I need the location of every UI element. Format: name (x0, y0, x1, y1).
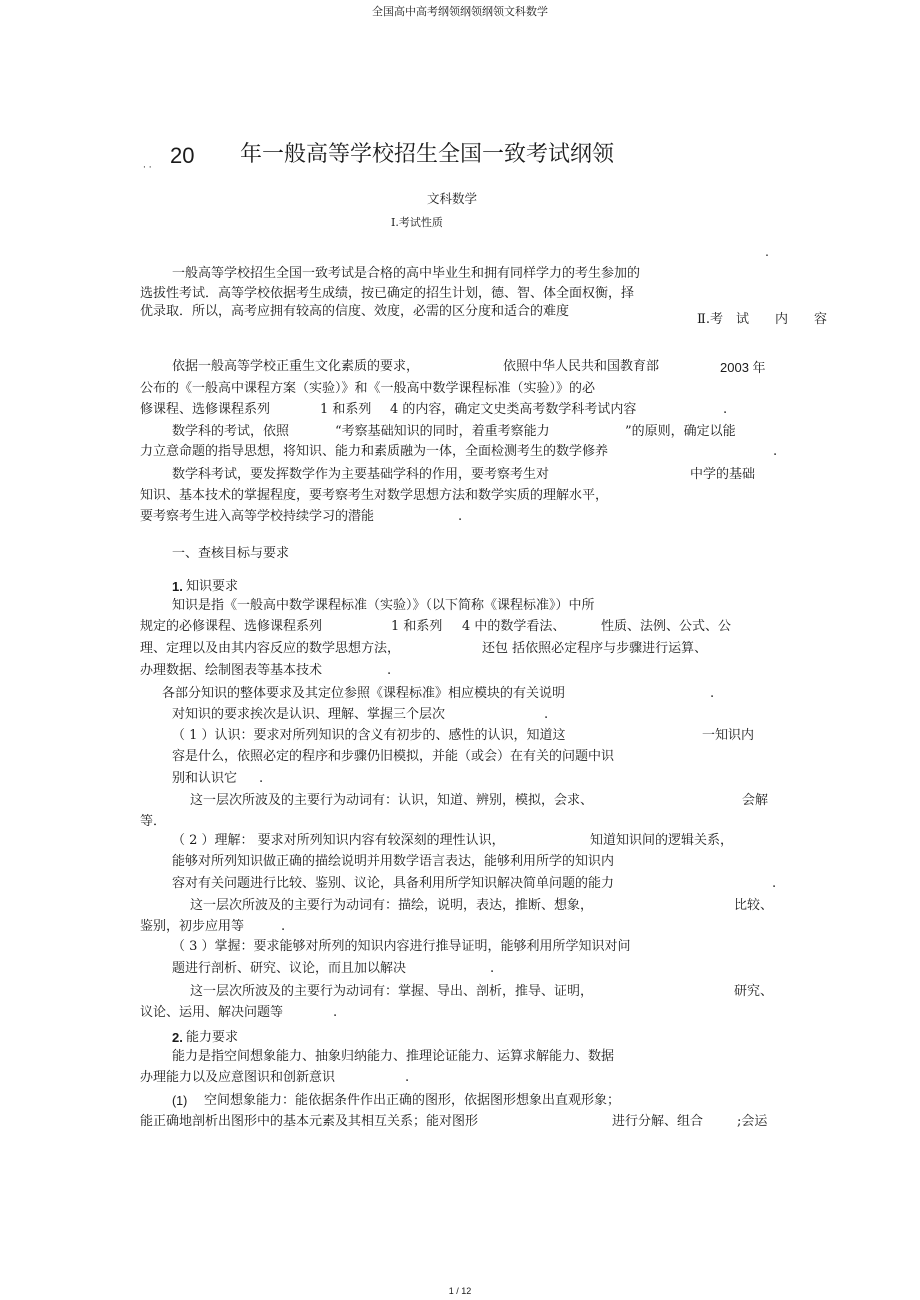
text-line: 办理能力以及应意图识和创新意识 (140, 1070, 336, 1085)
text-line: 依据一般高等学校正重生文化素质的要求， (172, 359, 420, 374)
text-line: 鉴别，初步应用等 (140, 919, 245, 934)
text-line: 等． (140, 814, 167, 829)
text-line: 一般高等学校招生全国一致考试是合格的高中毕业生和拥有同样学力的考生参加的 (172, 266, 641, 281)
text-line: 容是什么，依照必定的程序和步骤仍旧模拟，并能（或会）在有关的问题中识 (172, 749, 615, 764)
text-line: 进行分解、组合 (612, 1114, 704, 1129)
text-line: 力立意命题的指导思想，将知识、能力和素质融为一体，全面检测考生的数学修养 (140, 444, 609, 459)
heading-objectives: 一、查核目标与要求 (172, 546, 290, 561)
text-line: （ 2 ）理解： 要求对所列知识内容有较深刻的理性认识， (172, 833, 505, 848)
text-line: 优录取．所以，高考应拥有较高的信度、效度，必需的区分度和适合的难度 (140, 304, 570, 319)
heading-knowledge: 知识要求 (186, 579, 239, 594)
text-line: 这一层次所波及的主要行为动词有：掌握、导出、剖析，推导、证明， (190, 984, 594, 999)
text-line: 选拔性考试．高等学校依据考生成绩，按已确定的招生计划，德、智、体全面权衡，择 (140, 286, 635, 301)
text-line: 办理数据、绘制图表等基本技术 (140, 663, 323, 678)
text-line: （ 1 ）认识：要求对所列知识的含义有初步的、感性的认识，知道这 (172, 728, 566, 743)
text-line: . (387, 663, 392, 678)
text-line: 知道知识间的逻辑关系， (590, 833, 734, 848)
text-line: 修课程、选修课程系列 (140, 402, 271, 417)
text-line: 比较、 (734, 898, 774, 913)
text-line: 容对有关问题进行比较、鉴别、议论，具备利用所学知识解决简单问题的能力 (172, 876, 615, 891)
text-line: 对知识的要求挨次是认识、理解、掌握三个层次 (172, 707, 446, 722)
text-line: 会解 (742, 793, 769, 808)
text-line: . (723, 402, 728, 417)
text-line: 1 和系列 (320, 402, 372, 417)
text-line: （ 3 ）掌握：要求能够对所列的知识内容进行推导证明，能够利用所学知识对问 (172, 939, 631, 954)
text-line: 规定的必修课程、选修课程系列 (140, 619, 323, 634)
heading-number: 2. (172, 1030, 183, 1045)
text-line: 能够对所列知识做正确的描绘说明并用数学语言表达，能够利用所学的知识内 (172, 854, 615, 869)
text-line: 知识、基本技术的掌握程度，要考察考生对数学思想方法和数学实质的理解水平， (140, 488, 609, 503)
text-line: 各部分知识的整体要求及其定位参照《课程标准》相应模块的有关说明 (162, 686, 566, 701)
heading-ability: 能力要求 (186, 1030, 239, 1045)
text-line: 依照中华人民共和国教育部 (503, 359, 660, 374)
page-header-title: 全国高中高考纲领纲领纲领文科数学 (372, 5, 548, 18)
text-line: 这一层次所波及的主要行为动词有：描绘，说明，表达，推断、想象， (190, 898, 594, 913)
text-line: 4 的内容，确定文史类高考数学科考试内容 (390, 402, 637, 417)
text-line: . (710, 686, 715, 701)
text-line: 性质、法例、公式、公 (601, 619, 732, 634)
text-line: 别和认识它 (172, 771, 238, 786)
text-line: 公布的《一般高中课程方案（实验）》和《一般高中数学课程标准（实验）》的必 (140, 381, 596, 396)
text-line: 能正确地剖析出图形中的基本元素及其相互关系；能对图形 (140, 1114, 479, 1129)
subtitle: 文科数学 (427, 191, 478, 206)
heading-number: 1. (172, 579, 183, 594)
text-line: (1) (172, 1094, 188, 1108)
title-text: 年一般高等学校招生全国一致考试纲领 (240, 142, 615, 167)
text-line: . (458, 509, 463, 524)
text-line: 能力是指空间想象能力、抽象归纳能力、推理论证能力、运算求解能力、数据 (172, 1049, 615, 1064)
text-line: . (490, 961, 495, 976)
text-line: 知识是指《一般高中数学课程标准（实验）》（以下简称《课程标准》）中所 (172, 598, 595, 613)
text-line: 还包 括依照必定程序与步骤进行运算、 (482, 641, 708, 656)
page-number: 1 / 12 (448, 1286, 472, 1296)
text-line: 4 中的数学看法、 (462, 619, 566, 634)
text-line: . (333, 1005, 338, 1020)
text-line: 中学的基础 (690, 467, 756, 482)
text-line: 一知识内 (702, 728, 755, 743)
title-year: 20 (170, 143, 195, 168)
section-heading-1: Ⅰ.考试性质 (391, 216, 443, 229)
text-line: . (772, 876, 777, 891)
text-line: 议论、运用、解决问题等 (140, 1005, 284, 1020)
text-line: 1 和系列 (391, 619, 443, 634)
text-line: . (281, 919, 286, 934)
text-line: . (773, 444, 778, 459)
stray-dot: . (765, 244, 769, 259)
title-marks: · · (143, 163, 152, 173)
text-line: 数学科考试，要发挥数学作为主要基础学科的作用，要考察考生对 (172, 467, 550, 482)
text-line: 研究、 (734, 984, 774, 999)
text-line: “考察基础知识的同时，着重考察能力 (335, 424, 550, 439)
text-line: . (544, 707, 549, 722)
text-line: 数学科的考试，依照 (172, 424, 290, 439)
text-line: 空间想象能力：能依据条件作出正确的图形，依据图形想象出直观形象； (204, 1093, 621, 1108)
text-line: ”的原则，确定以能 (625, 424, 736, 439)
text-line: . (405, 1070, 410, 1085)
text-line: ;会运 (737, 1114, 768, 1129)
text-line: 2003 年 (720, 360, 766, 375)
text-line: 这一层次所波及的主要行为动词有：认识，知道、辨别，模拟，会求、 (190, 793, 594, 808)
text-line: . (259, 771, 264, 786)
section-heading-2: Ⅱ.考 试 内 容 (697, 312, 827, 327)
text-line: 要考察考生进入高等学校持续学习的潜能 (140, 509, 375, 524)
text-line: 题进行剖析、研究、议论，而且加以解决 (172, 961, 407, 976)
text-line: 理、定理以及由其内容反应的数学思想方法， (140, 641, 401, 656)
